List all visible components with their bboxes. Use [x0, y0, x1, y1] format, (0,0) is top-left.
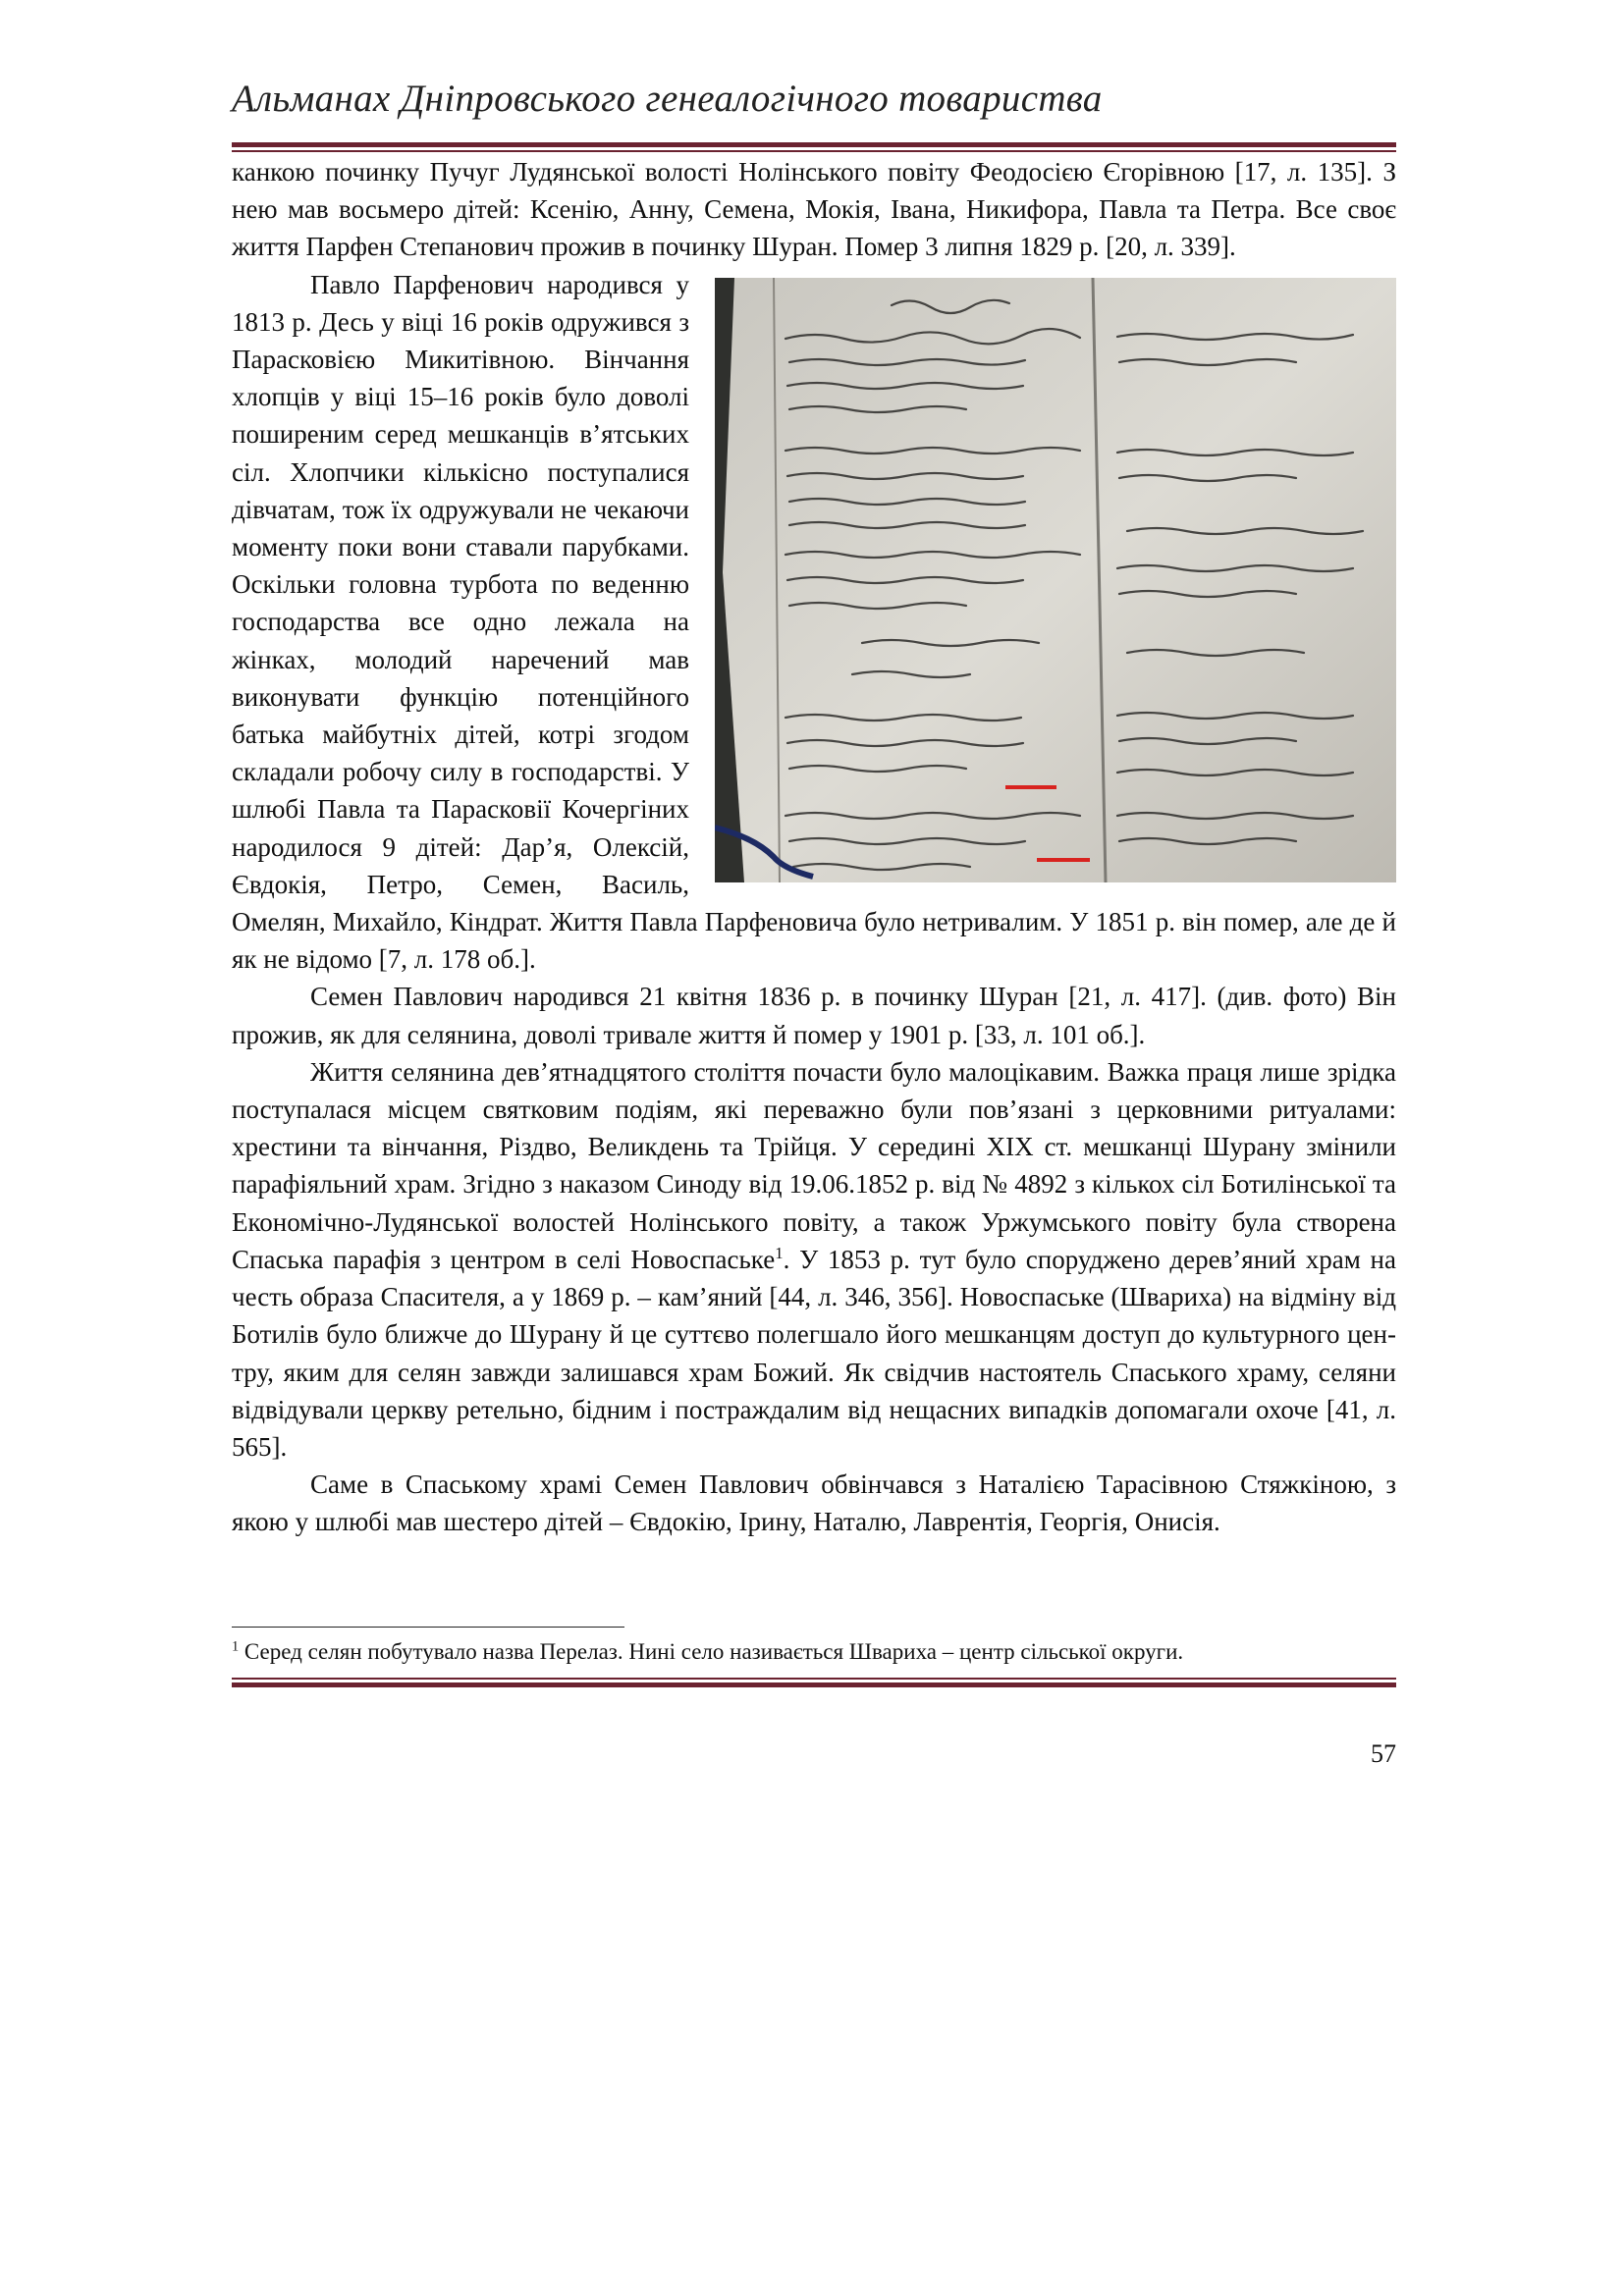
page-header-title: Альманах Дніпровського генеалогічного товариства — [232, 78, 1103, 120]
footnote-rule — [232, 1627, 624, 1628]
footnote-text: Серед селян побутувало назва Перелаз. Нині село називається Швариха – центр сільської округи. — [239, 1639, 1184, 1664]
paragraph-2 — [232, 266, 1396, 979]
paragraph-1: канкою починку Пучуг Лудянської волості Нолінського повіту Феодосією Єгорівною [17, л. 135]. З нею мав восьмеро дітей: Ксенію, Анну, Семена, Мокія, Івана, Никифора, Павла та Петра. Все своє життя Парфен Степанович прожив в починку Шуран. Помер 3 липня 1829 р. [20, л. 339]. — [232, 157, 1396, 262]
footer-rule-thin — [232, 1678, 1396, 1680]
paragraph-5: Саме в Спаському храмі Семен Павлович обвінчався з Наталією Тарасівною Стяжкіною, з якою у шлюбі мав шестеро дітей – Євдокію, Ірину, Наталю, Лаврентія, Георгія, Онисія. — [232, 1469, 1396, 1537]
archival-record-photo — [715, 278, 1396, 882]
footnote-marker: 1 — [232, 1638, 240, 1655]
paragraph-4 — [232, 1053, 1396, 1466]
page-number: 57 — [1371, 1739, 1396, 1768]
paragraph-3: Семен Павлович народився 21 квітня 1836 р. в починку Шуран [21, л. 417]. (див. фото) Він прожив, як для селянина, доволі тривале життя й помер у 1901 р. [33, л. 101 об.]. — [232, 982, 1396, 1049]
main-text — [232, 153, 1396, 1541]
paragraph-4-text: Життя селянина дев’ятнадцятого століття почасти було малоцікавим. Важка праця лише зрідка поступалася місцем святковим подіям, які переважно були пов’язані з церковними ритуалами: хрестини та вінчання, Різдво, Великдень та Трійця. У середині ХІХ ст. мешканці Шурану змінили парафіяльний храм. Згідно з наказом Синоду від 19.06.1852 р. від № 4892 з кількох сіл Ботилінської та Економічно-Лудянської волостей Нолінського повіту, а також Уржумського повіту була створена Спаська парафія з центром в селі Новоспаське — [232, 1056, 1396, 1274]
footnote — [232, 1636, 1396, 1668]
header-rule-thin — [232, 150, 1396, 152]
header-rule-thick — [232, 142, 1396, 147]
footer-rule-thick — [232, 1682, 1396, 1687]
paragraph-4-rest: . У 1853 р. тут було споруджено дерев’яний храм на честь образа Спасителя, а у 1869 р. – кам’яний [44, л. 346, 356]. Новоспаське (Швариха) на відміну від Ботилів було ближче до Шурану й це суттєво полегшало його мешканцям доступ до культурного центру, яким для селян завжди залишався храм Божий. Як свідчив настоятель Спаського храму, селяни відвідували церкву ретельно, бідним і постраждалим від нещасних випадків допомагали охоче [41, л. 565]. — [232, 1244, 1396, 1462]
footnote-ref: 1 — [775, 1243, 784, 1262]
photo-drawing — [715, 278, 1396, 882]
paragraph-2-text: Павло Парфенович народився у 1813 р. Десь у віці 16 років одружився з Парасковією Микитівною. Вінчання хлопців у віці 15–16 років було доволі поширеним серед мешканців в’ятських сіл. Хлопчики кількісно поступалися дівчатам, тож їх одружували не чекаючи моменту поки вони ставали парубками. Оскільки головна турбота по веденню господарства все одно лежала на жінках, молодий наречений мав виконувати функцію потенційного батька майбутніх дітей, котрі згодом складали робочу силу в господарстві. У шлюбі Павла та Парасковії Кочергіних народилося 9 дітей: Дар’я, Олексій, Євдокія, Петро, Семен, Василь, Омелян, Михайло, Кіндрат. Життя Павла Парфеновича було нетривалим. У 1851 р. він помер, але де й як не відомо [7, л. 178 об.]. — [232, 269, 1396, 975]
